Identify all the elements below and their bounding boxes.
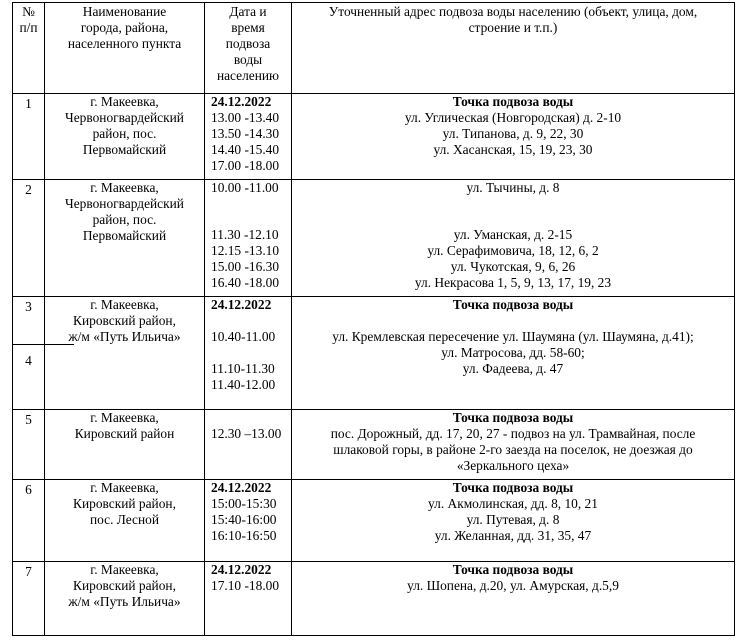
row-num: 3 4 [13, 297, 45, 410]
row-city: г. Макеевка, Кировский район, ж/м «Путь Ильича» [45, 297, 205, 410]
table-row [13, 180, 735, 297]
table-row [13, 410, 735, 480]
row-city: г. Макеевка, Червоногвардейский район, пос. Первомайский [45, 180, 205, 297]
row-address: Точка подвоза воды ул. Углическая (Новгородская) д. 2-10 ул. Типанова, д. 9, 22, 30 ул. Хасанская, 15, 19, 23, 30 [292, 94, 735, 180]
row-num: 7 [13, 562, 45, 636]
row-city: г. Макеевка, Кировский район, ж/м «Путь Ильича» [45, 562, 205, 636]
row-address: Точка подвоза воды ул. Кремлевская пересечение ул. Шаумяна (ул. Шаумяна, д.41); ул. Матросова, дд. 58-60; ул. Фадеева, д. 47 [292, 297, 735, 410]
row-time: 24.12.2022 13.00 -13.40 13.50 -14.30 14.40 -15.40 17.00 -18.00 [205, 94, 292, 180]
document [12, 2, 734, 636]
row-num: 2 [13, 180, 45, 297]
header-time: Дата и время подвоза воды населению [205, 3, 292, 94]
row-time: 24.12.2022 15:00-15:30 15:40-16:00 16:10-16:50 [205, 480, 292, 562]
table-row [13, 297, 735, 410]
header-city: Наименование города, района, населенного пункта [45, 3, 205, 94]
row-city: г. Макеевка, Червоногвардейский район, пос. Первомайский [45, 94, 205, 180]
row-city: г. Макеевка, Кировский район [45, 410, 205, 480]
row-num: 6 [13, 480, 45, 562]
water-delivery-table [12, 2, 735, 636]
row-time: 24.12.2022 10.40-11.00 11.10-11.30 11.40-12.00 [205, 297, 292, 410]
row-address: Точка подвоза воды ул. Акмолинская, дд. 8, 10, 21 ул. Путевая, д. 8 ул. Желанная, дд. 31, 35, 47 [292, 480, 735, 562]
row-time: 24.12.2022 17.10 -18.00 [205, 562, 292, 636]
row-num: 1 [13, 94, 45, 180]
table-row [13, 480, 735, 562]
row-time: 12.30 –13.00 [205, 410, 292, 480]
header-num: № п/п [13, 3, 45, 94]
row-address: Точка подвоза воды пос. Дорожный, дд. 17, 20, 27 - подвоз на ул. Трамвайная, после шлаковой горы, в районе 2-го заезда на поселок, не доезжая до «Зеркального цеха» [292, 410, 735, 480]
row-address: ул. Тычины, д. 8 ул. Уманская, д. 2-15 ул. Серафимовича, 18, 12, 6, 2 ул. Чукотская, 9, 6, 26 ул. Некрасова 1, 5, 9, 13, 17, 19, 23 [292, 180, 735, 297]
table-row [13, 562, 735, 636]
row-num: 5 [13, 410, 45, 480]
row-address: Точка подвоза воды ул. Шопена, д.20, ул. Амурская, д.5,9 [292, 562, 735, 636]
header-row [13, 3, 735, 94]
row-city: г. Макеевка, Кировский район, пос. Лесной [45, 480, 205, 562]
table-row [13, 94, 735, 180]
header-address: Уточненный адрес подвоза воды населению (объект, улица, дом, строение и т.п.) [292, 3, 735, 94]
row-time: 10.00 -11.00 11.30 -12.10 12.15 -13.10 15.00 -16.30 16.40 -18.00 [205, 180, 292, 297]
